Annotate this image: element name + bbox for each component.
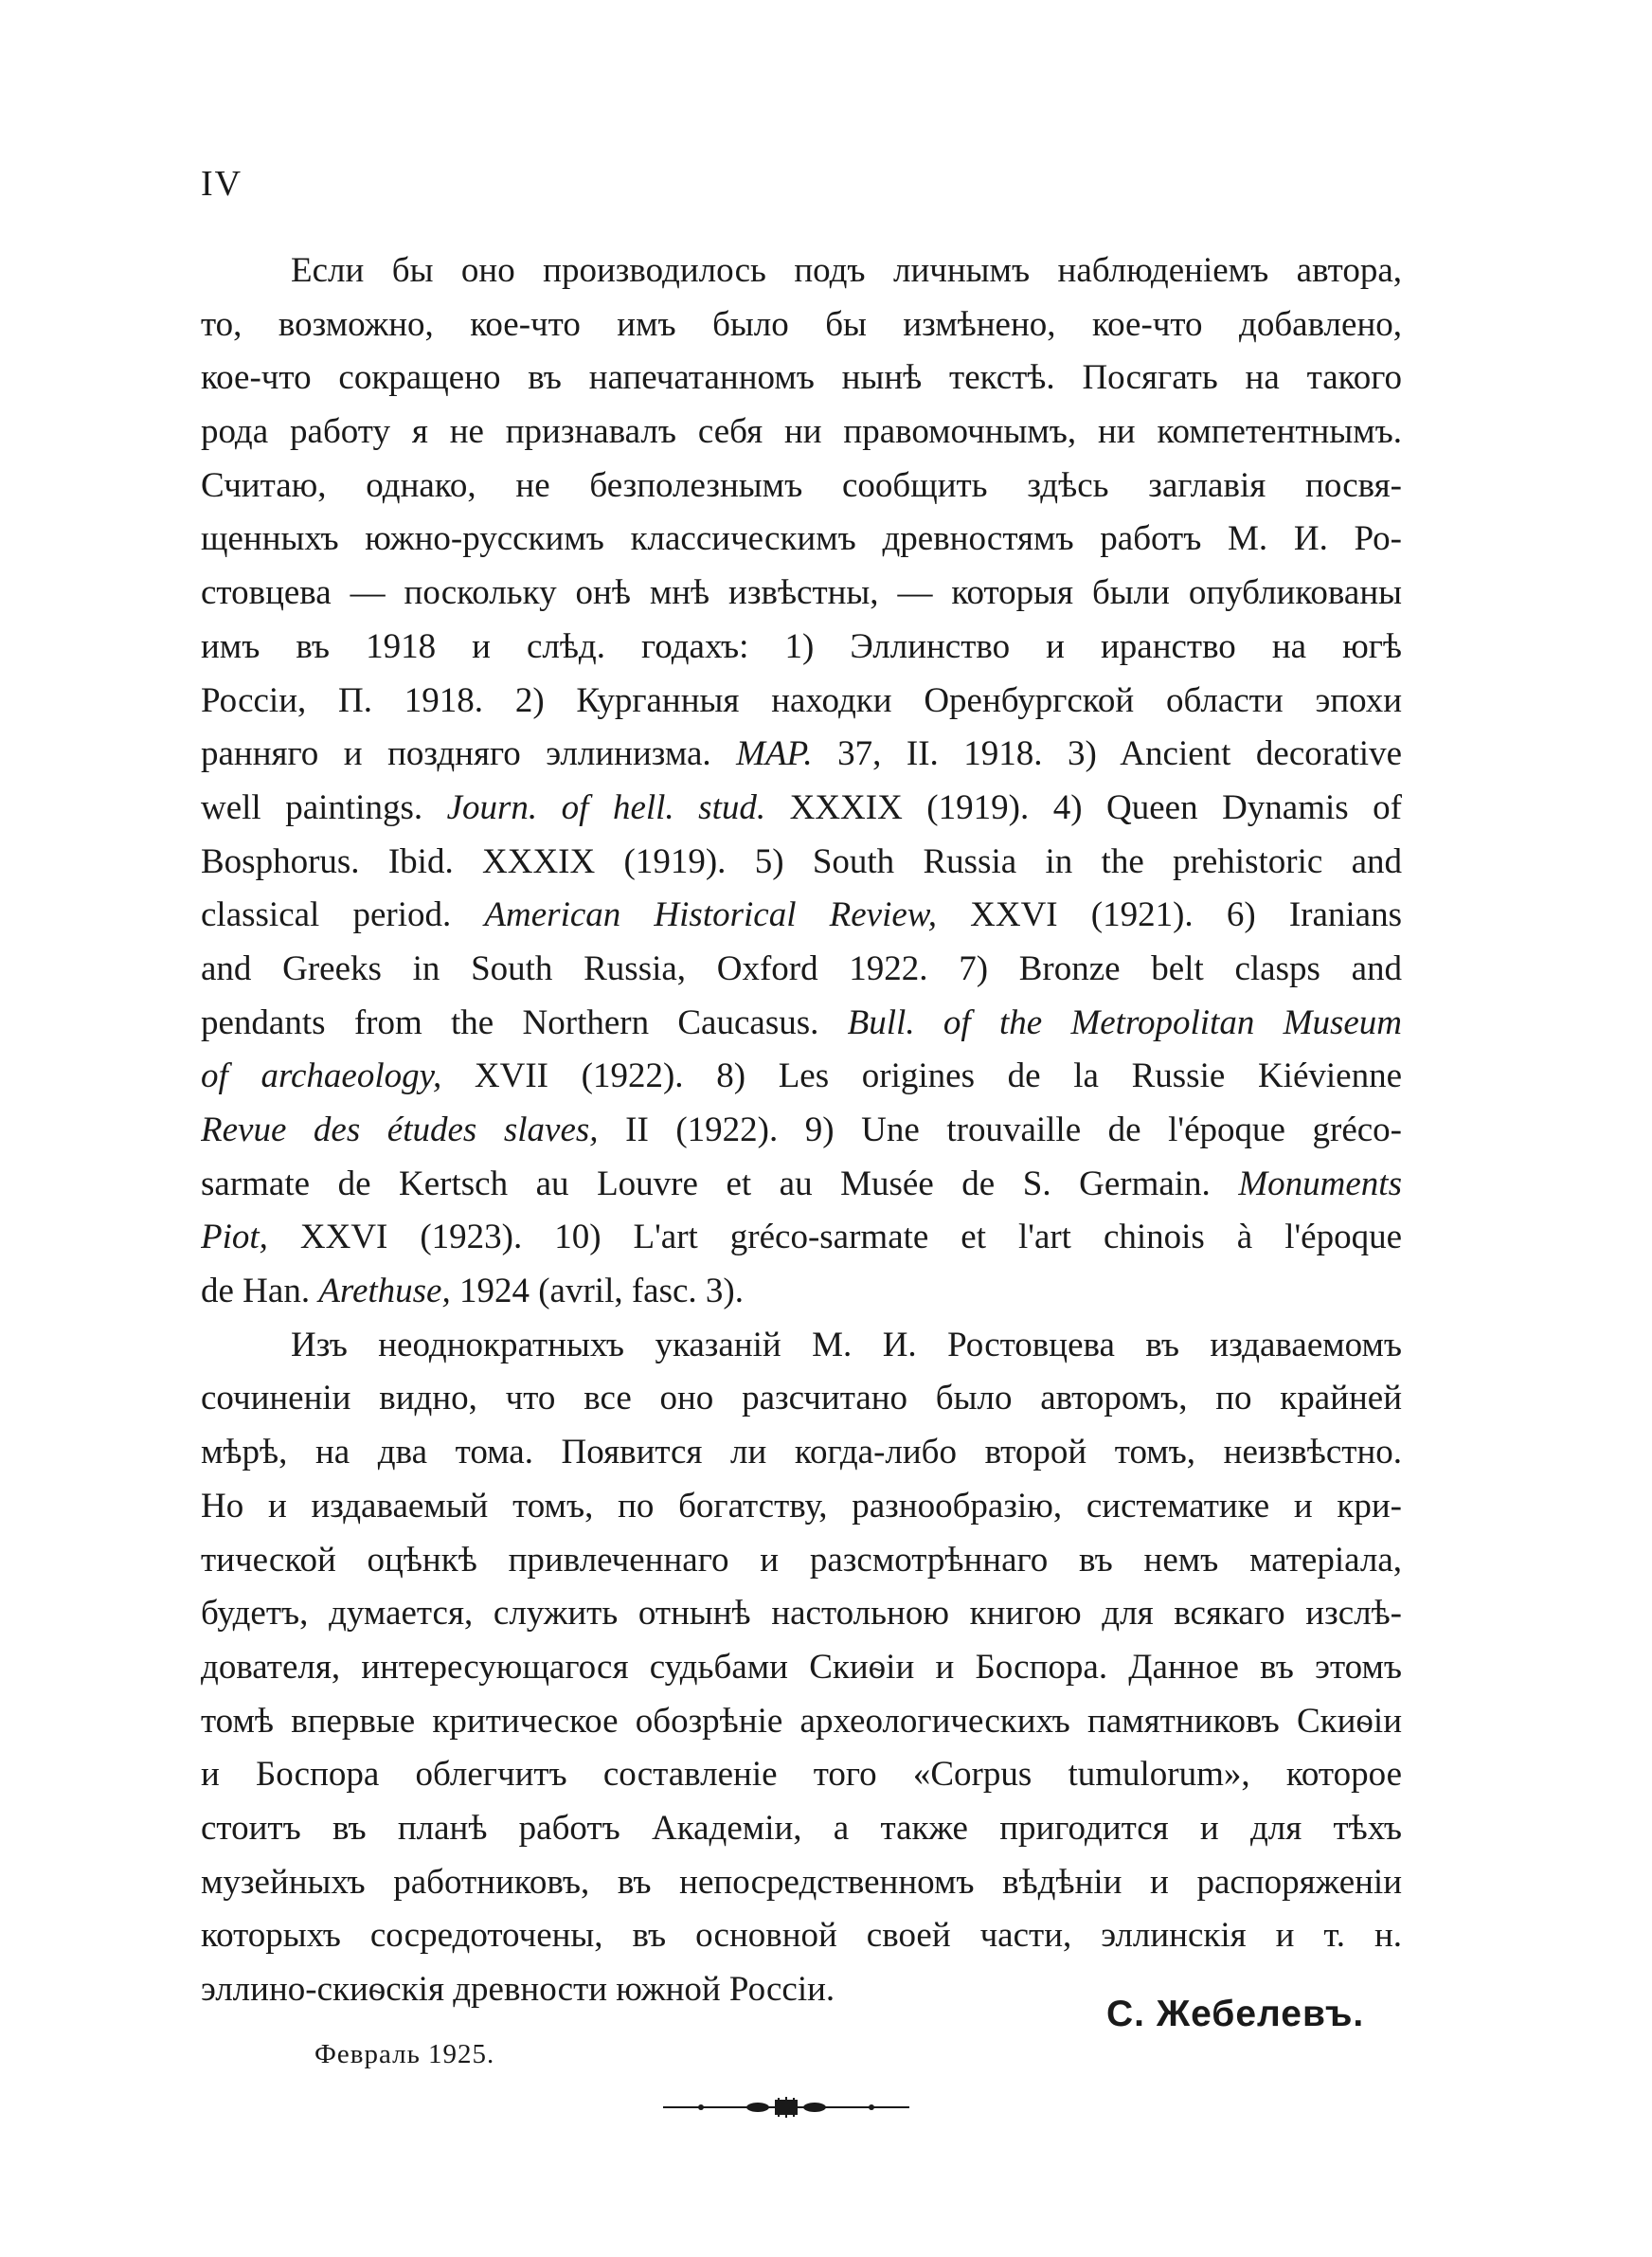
text-run: Но и издаваемый томъ, по богатству, разнообразію, систематике и кри- (201, 1486, 1402, 1526)
text-line (201, 298, 1402, 352)
text-run: II (1922). 9) Une trouvaille de l'époque gréco- (598, 1110, 1402, 1149)
date-line: Февраль 1925. (314, 2039, 495, 2069)
text-run: Изъ неоднократныхъ указаній М. И. Ростовцева въ издаваемомъ (291, 1325, 1402, 1364)
text-line (201, 1909, 1402, 1963)
body-text (201, 244, 1402, 2017)
text-run: стовцева — поскольку онѣ мнѣ извѣстны, — которыя были опубликованы (201, 573, 1402, 613)
text-run: сочиненіи видно, что все оно разсчитано было авторомъ, по крайней (201, 1379, 1402, 1418)
italic-citation: Piot, (201, 1218, 268, 1257)
text-line (201, 460, 1402, 514)
italic-citation: MAP. (736, 734, 813, 774)
text-line (201, 1265, 1402, 1319)
text-run: XXVI (1923). 10) L'art gréco-sarmate et l'art chinois à l'époque (267, 1218, 1402, 1257)
text-run: well paintings. (201, 787, 447, 827)
text-line (201, 1641, 1402, 1695)
text-line (201, 513, 1402, 567)
text-line (201, 352, 1402, 406)
text-line (201, 997, 1402, 1051)
text-line (201, 1748, 1402, 1802)
text-run: дователя, интересующагося судьбами Скиѳіи и Боспора. Данное въ этомъ (201, 1647, 1402, 1687)
text-run: щенныхъ южно-русскимъ классическимъ древностямъ работъ М. И. Ро- (201, 519, 1402, 559)
text-line (201, 567, 1402, 621)
text-run: Россіи, П. 1918. 2) Курганныя находки Оренбургской области эпохи (201, 680, 1402, 720)
text-line (201, 1319, 1402, 1373)
text-run: XXVI (1921). 6) Iranians (936, 895, 1402, 935)
text-run: sarmate de Kertsch au Louvre et au Musée de S. Germain. (201, 1164, 1239, 1203)
text-run: рода работу я не признавалъ себя ни правомочнымъ, ни компетентнымъ. (201, 412, 1402, 452)
text-run: de Han. (201, 1272, 319, 1311)
italic-citation: Arethuse, (318, 1272, 451, 1311)
text-run: то, возможно, кое-что имъ было бы измѣнено, кое-что добавлено, (201, 304, 1402, 344)
text-line (201, 1802, 1402, 1856)
text-line (201, 1534, 1402, 1588)
text-line (201, 889, 1402, 943)
text-line (201, 836, 1402, 890)
text-run: Если бы оно производилось подъ личнымъ наблюденіемъ автора, (291, 251, 1402, 290)
text-run: and Greeks in South Russia, Oxford 1922. 7) Bronze belt clasps and (201, 948, 1402, 988)
text-run: и Боспора облегчитъ составленіе того «Corpus tumulorum», которое (201, 1755, 1402, 1795)
text-line (201, 1426, 1402, 1480)
text-line (201, 1050, 1402, 1104)
text-line (201, 782, 1402, 836)
text-line (201, 943, 1402, 997)
text-line (201, 621, 1402, 675)
text-run: которыхъ сосредоточены, въ основной своей части, эллинскія и т. н. (201, 1916, 1402, 1956)
text-run: XXXIX (1919). 4) Queen Dynamis of (765, 787, 1402, 827)
italic-citation: Bull. of the Metropolitan Museum (847, 1002, 1402, 1042)
text-run: classical period. (201, 895, 485, 935)
text-line (201, 1480, 1402, 1534)
text-line (201, 1695, 1402, 1749)
text-run: эллино-скиѳскія древности южной Россіи. (201, 1970, 835, 2009)
text-run: музейныхъ работниковъ, въ непосредственномъ вѣдѣніи и распоряженіи (201, 1862, 1402, 1902)
text-run: тической оцѣнкѣ привлеченнаго и разсмотрѣннаго въ немъ матеріала, (201, 1540, 1402, 1580)
text-run: pendants from the Northern Caucasus. (201, 1002, 848, 1042)
text-line (201, 1587, 1402, 1641)
text-run: мѣрѣ, на два тома. Появится ли когда-либо второй томъ, неизвѣстно. (201, 1433, 1402, 1472)
text-run: 1924 (avril, fasc. 3). (450, 1272, 744, 1311)
italic-citation: Journ. of hell. stud. (446, 787, 766, 827)
text-line (201, 1158, 1402, 1212)
text-run: имъ въ 1918 и слѣд. годахъ: 1) Эллинство и иранство на югѣ (201, 626, 1402, 666)
text-line (201, 675, 1402, 729)
page-number: IV (201, 164, 243, 204)
text-run: Bosphorus. Ibid. XXXIX (1919). 5) South Russia in the prehistoric and (201, 841, 1402, 881)
text-line (201, 728, 1402, 782)
text-line (201, 406, 1402, 460)
italic-citation: Monuments (1238, 1164, 1402, 1203)
text-run: ранняго и поздняго эллинизма. (201, 734, 737, 774)
text-run: томѣ впервые критическое обозрѣніе археологическихъ памятниковъ Скиѳіи (201, 1701, 1402, 1741)
text-run: 37, II. 1918. 3) Ancient decorative (812, 734, 1402, 774)
text-line (201, 1372, 1402, 1426)
text-line (201, 1856, 1402, 1910)
text-line (201, 1104, 1402, 1158)
text-line (201, 244, 1402, 298)
text-run: стоитъ въ планѣ работъ Академіи, а также пригодится и для тѣхъ (201, 1808, 1402, 1848)
text-run: кое-что сокращено въ напечатанномъ нынѣ текстѣ. Посягать на такого (201, 358, 1402, 398)
text-run: будетъ, думается, служить отнынѣ настольною книгою для всякаго изслѣ- (201, 1594, 1402, 1634)
italic-citation: of archaeology, (201, 1056, 442, 1096)
author-signature: С. Жебелевъ. (1106, 1994, 1365, 2034)
text-run: Считаю, однако, не безполезнымъ сообщить здѣсь заглавія посвя- (201, 465, 1402, 505)
italic-citation: American Historical Review, (484, 895, 937, 935)
italic-citation: Revue des études slaves, (201, 1110, 599, 1149)
text-run: XVII (1922). 8) Les origines de la Russie Kiévienne (441, 1056, 1402, 1096)
text-line (201, 1211, 1402, 1265)
ornament-divider (663, 2096, 909, 2119)
